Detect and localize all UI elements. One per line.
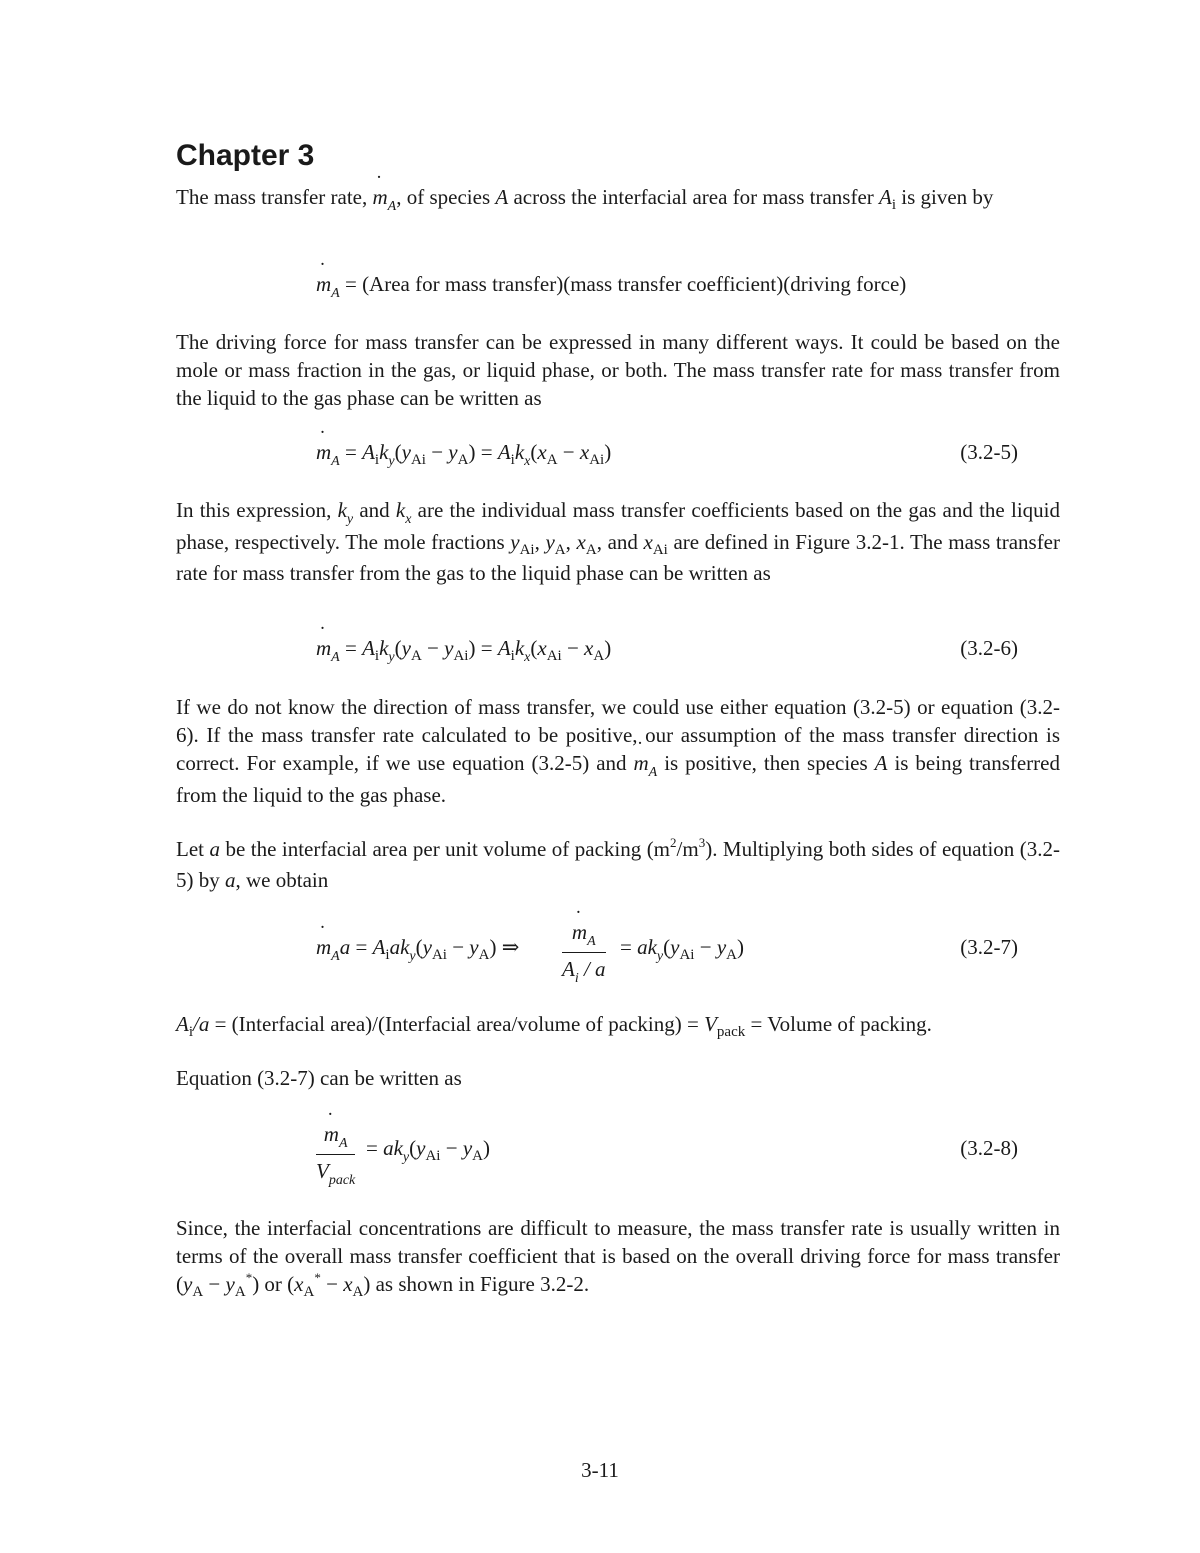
y-symbol: y <box>510 530 520 554</box>
superscript: 2 <box>670 835 677 850</box>
eq-sub: i <box>510 648 515 664</box>
eq-op: − <box>694 935 717 959</box>
eq-sub: y <box>388 650 395 665</box>
subscript: A <box>303 1284 315 1300</box>
k-symbol: k <box>337 498 347 522</box>
text: is being transferred from the liquid to the gas phase. <box>176 751 1060 807</box>
eq-op: ) = <box>468 440 498 464</box>
area-symbol: A <box>879 185 892 209</box>
eq-op: − <box>421 636 445 660</box>
text: is positive, then species <box>657 751 875 775</box>
eq-op: ) <box>482 1136 490 1160</box>
equation-number-3-2-5: (3.2-5) <box>960 440 1018 464</box>
fraction-denominator <box>316 1155 355 1189</box>
eq-var: a <box>637 935 648 959</box>
text: − <box>203 1272 226 1296</box>
m-dot-symbol: ˙ m <box>572 918 587 946</box>
m-dot-symbol: ˙ m <box>316 933 331 961</box>
eq-var: y <box>444 636 454 660</box>
subscript: A <box>331 286 340 301</box>
eq-sub: A <box>593 648 605 664</box>
eq-op: ( <box>409 1136 417 1160</box>
superscript: * <box>245 1270 253 1285</box>
eq-op: − <box>446 935 470 959</box>
eq-var: k <box>400 935 410 959</box>
m-dot-symbol: ˙ m <box>324 1120 339 1148</box>
eq-var: y <box>416 1136 426 1160</box>
text: ) as shown in Figure 3.2-2. <box>363 1272 590 1296</box>
subscript: pack <box>716 1024 746 1040</box>
paragraph-equation-rewrite: Equation (3.2-7) can be written as <box>176 1066 462 1090</box>
eq-var: y <box>462 1136 473 1160</box>
eq-sub: A <box>457 452 469 468</box>
text: are the individual mass transfer coefficients based on the gas and the liquid phase, respectively. The mole fractions <box>176 498 1060 554</box>
subscript: i <box>891 197 897 213</box>
text: /m <box>676 837 699 861</box>
subscript: Ai <box>652 542 668 558</box>
equation-3-2-7-right <box>620 933 744 965</box>
eq-var: A <box>372 935 386 959</box>
text: Since, the interfacial concentrations are difficult to measure, the mass transfer rate is usually written in terms of the overall mass transfer coefficient that is based on the overall driving force for mass transfer ( <box>176 1216 1060 1296</box>
paragraph-volume-of-packing <box>176 1010 1060 1041</box>
eq-sub: Ai <box>453 648 469 664</box>
subscript: x <box>405 512 412 527</box>
subscript: A <box>587 934 596 949</box>
eq-var: A <box>362 440 375 464</box>
text: If we do not know the direction of mass transfer, we could use either equation (3.2-5) or equation (3.2-6). If the mass transfer rate calculated to be positive, our assumption of the mass transfer direction is correct. For example, if we use equation (3.2-5) and <box>176 695 1060 775</box>
k-symbol: k <box>395 498 406 522</box>
text: , <box>565 530 577 554</box>
text: ). Multiplying both sides of equation (3.2-5) by <box>176 837 1061 892</box>
eq-sub: A <box>478 947 490 963</box>
subscript: A <box>585 542 597 558</box>
eq-op: − <box>425 440 449 464</box>
subscript: A <box>387 199 397 214</box>
eq-var: k <box>379 440 389 464</box>
species-symbol: A <box>495 185 509 209</box>
eq-sub: i <box>510 452 515 468</box>
subscript: A <box>352 1284 364 1300</box>
eq-var: k <box>647 935 657 959</box>
eq-op: ( <box>394 440 402 464</box>
eq-op: − <box>557 440 580 464</box>
subscript: y <box>346 512 354 527</box>
page-number: 3-11 <box>581 1458 619 1482</box>
eq-var: x <box>537 636 547 660</box>
chapter-title: Chapter 3 <box>176 139 315 172</box>
subscript: A <box>648 765 658 780</box>
eq-op: ( <box>530 440 538 464</box>
eq-var: x <box>584 636 594 660</box>
equation-3-2-8-right <box>366 1134 490 1166</box>
eq-op: − <box>440 1136 463 1160</box>
m-dot-symbol: ˙ m <box>634 749 649 777</box>
eq-op: ) <box>736 935 744 959</box>
equation-3-2-7-fraction <box>562 918 606 987</box>
eq-var: A <box>497 440 511 464</box>
text: /a <box>193 1012 210 1036</box>
eq-sub: x <box>524 454 531 469</box>
x-symbol: x <box>294 1272 304 1296</box>
eq-sub: Ai <box>431 947 447 963</box>
subscript: Ai <box>519 542 535 558</box>
eq-var: k <box>379 636 389 660</box>
eq-var: k <box>514 440 525 464</box>
text: across the interfacial area for mass transfer <box>508 185 880 209</box>
fraction-numerator <box>316 1120 355 1155</box>
eq-op: ( <box>394 636 402 660</box>
text: is given by <box>896 185 994 209</box>
text: = (Interfacial area)/(Interfacial area/volume of packing) = <box>209 1012 705 1036</box>
eq-var: y <box>448 440 458 464</box>
eq-op: = <box>339 636 363 660</box>
eq-var: y <box>422 935 432 959</box>
eq-op: = <box>620 935 638 959</box>
species-symbol: A <box>874 751 888 775</box>
fraction-numerator <box>562 918 606 953</box>
eq-sub: x <box>524 650 531 665</box>
a-symbol: a <box>225 868 236 892</box>
text: , <box>534 530 546 554</box>
text: and <box>353 498 396 522</box>
paragraph-direction-of-transfer <box>176 693 1060 809</box>
eq-sub: Ai <box>410 452 426 468</box>
eq-var: a <box>339 935 351 959</box>
fraction-denominator <box>562 953 606 987</box>
text: − <box>320 1272 344 1296</box>
text: = Volume of packing. <box>745 1012 932 1036</box>
y-symbol: y <box>225 1272 235 1296</box>
equation-rhs: = (Area for mass transfer)(mass transfer coefficient)(driving force) <box>339 272 907 296</box>
volume-symbol: V <box>704 1012 717 1036</box>
subscript: i <box>574 971 579 986</box>
eq-var: / a <box>578 957 606 981</box>
equation-3-2-5 <box>316 438 611 470</box>
subscript: A <box>234 1284 246 1300</box>
equation-number-3-2-6: (3.2-6) <box>960 636 1018 660</box>
eq-sub: A <box>410 648 422 664</box>
eq-sub: Ai <box>425 1148 441 1164</box>
eq-op: ) ⇒ <box>489 935 520 959</box>
eq-sub: y <box>388 454 395 469</box>
equation-3-2-6 <box>316 634 611 666</box>
eq-op: = <box>366 1136 384 1160</box>
text: be the interfacial area per unit volume of packing (m <box>219 837 671 861</box>
paragraph-driving-force: The driving force for mass transfer can be expressed in many different ways. It could be based on the mole or mass fraction in the gas, or liquid phase, or both. The mass transfer rate for mass transfer from the liquid to the gas phase can be written as <box>176 330 1060 410</box>
eq-var: A <box>362 636 375 660</box>
subscript: A <box>338 1136 348 1151</box>
eq-var: a <box>383 1136 394 1160</box>
text: Let <box>176 837 210 861</box>
eq-sub: y <box>656 949 664 964</box>
eq-op: ) <box>604 636 612 660</box>
eq-var: A <box>562 957 575 981</box>
subscript: A <box>331 949 340 964</box>
paragraph-overall-coefficient <box>176 1214 1060 1301</box>
eq-var: a <box>389 935 401 959</box>
superscript: 3 <box>698 835 706 850</box>
subscript: A <box>331 454 340 469</box>
a-symbol: a <box>209 837 220 861</box>
eq-var: x <box>579 440 590 464</box>
x-symbol: x <box>643 530 653 554</box>
x-symbol: x <box>576 530 586 554</box>
eq-sub: A <box>726 947 737 963</box>
paragraph-individual-coefficients <box>176 496 1060 587</box>
eq-var: y <box>401 440 411 464</box>
m-dot-symbol: ˙ m <box>316 270 331 298</box>
eq-sub: i <box>385 947 390 963</box>
m-dot-symbol: ˙ m <box>316 634 331 662</box>
text: are defined in Figure 3.2-1. The mass transfer rate for mass transfer from the gas to the liquid phase can be written as <box>176 530 1060 585</box>
equation-number-3-2-7: (3.2-7) <box>960 935 1018 959</box>
superscript: * <box>314 1270 321 1285</box>
equation-number-3-2-8: (3.2-8) <box>960 1136 1018 1160</box>
eq-sub: A <box>546 452 558 468</box>
subscript: A <box>192 1284 204 1300</box>
equation-word-form <box>316 270 906 302</box>
eq-sub: i <box>374 648 380 664</box>
eq-op: = <box>350 935 373 959</box>
m-dot-symbol: ˙ m <box>373 183 388 211</box>
text: ) or ( <box>252 1272 295 1296</box>
x-symbol: x <box>343 1272 353 1296</box>
eq-var: V <box>316 1159 329 1183</box>
eq-sub: y <box>409 949 416 964</box>
eq-sub: i <box>374 452 380 468</box>
eq-sub: y <box>402 1150 410 1165</box>
eq-sub: A <box>472 1148 483 1164</box>
subscript: pack <box>328 1173 356 1188</box>
paragraph-interfacial-area <box>176 835 1060 894</box>
equation-3-2-8-fraction <box>316 1120 355 1189</box>
y-symbol: y <box>183 1272 193 1296</box>
text: The mass transfer rate, <box>176 185 373 209</box>
area-symbol: A <box>176 1012 189 1036</box>
eq-sub: Ai <box>589 452 605 468</box>
subscript: i <box>188 1024 193 1040</box>
subscript: A <box>331 650 340 665</box>
eq-op: ( <box>663 935 671 959</box>
y-symbol: y <box>545 530 555 554</box>
eq-op: = <box>339 440 363 464</box>
eq-var: k <box>514 636 525 660</box>
eq-op: ( <box>415 935 423 959</box>
text: , and <box>596 530 644 554</box>
eq-op: ) = <box>468 636 498 660</box>
paragraph-mass-transfer-rate-intro <box>176 183 1060 215</box>
eq-var: y <box>401 636 411 660</box>
eq-var: x <box>537 440 547 464</box>
eq-var: y <box>469 935 479 959</box>
text: In this expression, <box>176 498 338 522</box>
text: , of species <box>396 185 496 209</box>
eq-sub: Ai <box>679 947 695 963</box>
eq-var: y <box>716 935 727 959</box>
eq-var: k <box>393 1136 403 1160</box>
eq-op: ( <box>530 636 538 660</box>
equation-3-2-7-left <box>316 933 519 965</box>
eq-var: y <box>670 935 680 959</box>
eq-op: ) <box>604 440 612 464</box>
eq-var: A <box>497 636 511 660</box>
m-dot-symbol: ˙ m <box>316 438 331 466</box>
subscript: A <box>554 542 566 558</box>
eq-op: − <box>561 636 585 660</box>
eq-sub: Ai <box>546 648 562 664</box>
text: , we obtain <box>235 868 329 892</box>
